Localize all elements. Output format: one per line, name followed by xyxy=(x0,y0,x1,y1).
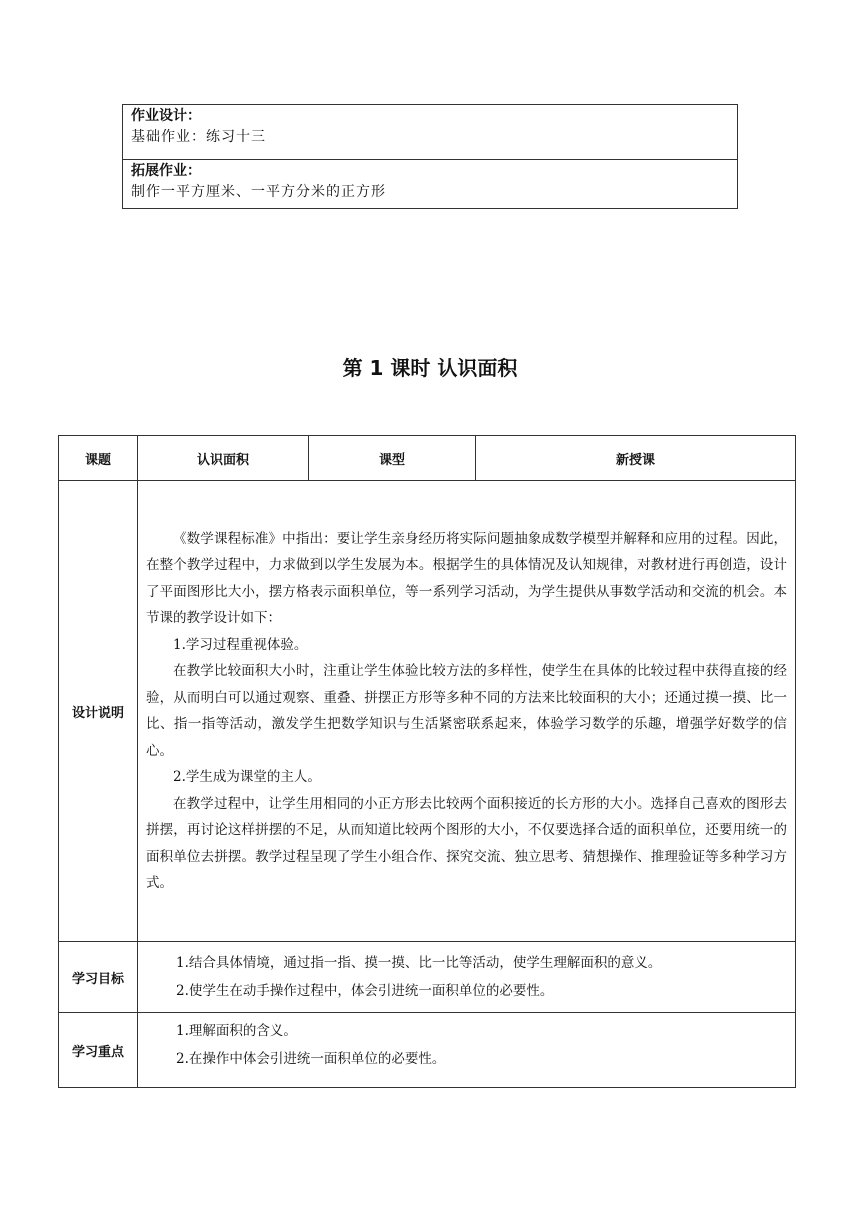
design-paragraph: 《数学课程标准》中指出：要让学生亲身经历将实际问题抽象成数学模型并解释和应用的过程。因此，在整个教学过程中，力求做到以学生发展为本。根据学生的具体情况及认知规律，对教材进行再创造，设计了平面图形比大小，摆方格表示面积单位，等一系列学习活动，为学生提供从事数学活动和交流的机会。本节课的教学设计如下： xyxy=(146,530,787,626)
extension-homework-text: 制作一平方厘米、一平方分米的正方形 xyxy=(131,184,386,200)
lesson-plan-table xyxy=(58,435,796,1088)
homework-design-cell xyxy=(123,105,738,160)
extension-homework-cell xyxy=(123,160,738,209)
topic-row xyxy=(59,436,796,481)
type-label: 课型 xyxy=(309,436,476,481)
design-description xyxy=(138,481,796,942)
key-points-label: 学习重点 xyxy=(59,1013,138,1088)
key-point-item: 2.在操作中体会引进统一面积单位的必要性。 xyxy=(176,1051,446,1067)
type-value: 新授课 xyxy=(476,436,796,481)
goals-label: 学习目标 xyxy=(59,942,138,1013)
extension-homework-label: 拓展作业： xyxy=(131,163,201,179)
homework-table xyxy=(122,104,738,209)
topic-label: 课题 xyxy=(59,436,138,481)
goal-item: 1.结合具体情境，通过指一指、摸一摸、比一比等活动，使学生理解面积的意义。 xyxy=(176,955,662,971)
design-paragraph: 在教学比较面积大小时，注重让学生体验比较方法的多样性，使学生在具体的比较过程中获得直接的经验，从而明白可以通过观察、重叠、拼摆正方形等多种不同的方法来比较面积的大小；还通过摸一摸、比一比、指一指等活动，激发学生把数学知识与生活紧密联系起来，体验学习数学的乐趣，增强学好数学的信心。 xyxy=(146,663,787,759)
goals-row xyxy=(59,942,796,1013)
key-point-item: 1.理解面积的含义。 xyxy=(176,1023,297,1039)
design-paragraph: 在教学过程中，让学生用相同的小正方形去比较两个面积接近的长方形的大小。选择自己喜欢的图形去拼摆，再讨论这样拼摆的不足，从而知道比较两个图形的大小，不仅要选择合适的面积单位，还要用统一的面积单位去拼摆。教学过程呈现了学生小组合作、探究交流、独立思考、猜想操作、推理验证等多种学习方式。 xyxy=(146,795,787,891)
design-paragraph: 2.学生成为课堂的主人。 xyxy=(173,769,321,785)
key-points-list xyxy=(138,1013,796,1088)
key-points-row xyxy=(59,1013,796,1088)
lesson-title: 第 1 课时 认识面积 xyxy=(342,356,518,380)
design-label: 设计说明 xyxy=(59,481,138,942)
goal-item: 2.使学生在动手操作过程中，体会引进统一面积单位的必要性。 xyxy=(176,983,554,999)
goals-list xyxy=(138,942,796,1013)
design-paragraph: 1.学习过程重视体验。 xyxy=(173,636,308,653)
topic-value: 认识面积 xyxy=(138,436,309,481)
design-row xyxy=(59,481,796,942)
basic-homework-text: 基础作业：练习十三 xyxy=(131,129,266,145)
homework-design-label: 作业设计： xyxy=(131,108,201,124)
